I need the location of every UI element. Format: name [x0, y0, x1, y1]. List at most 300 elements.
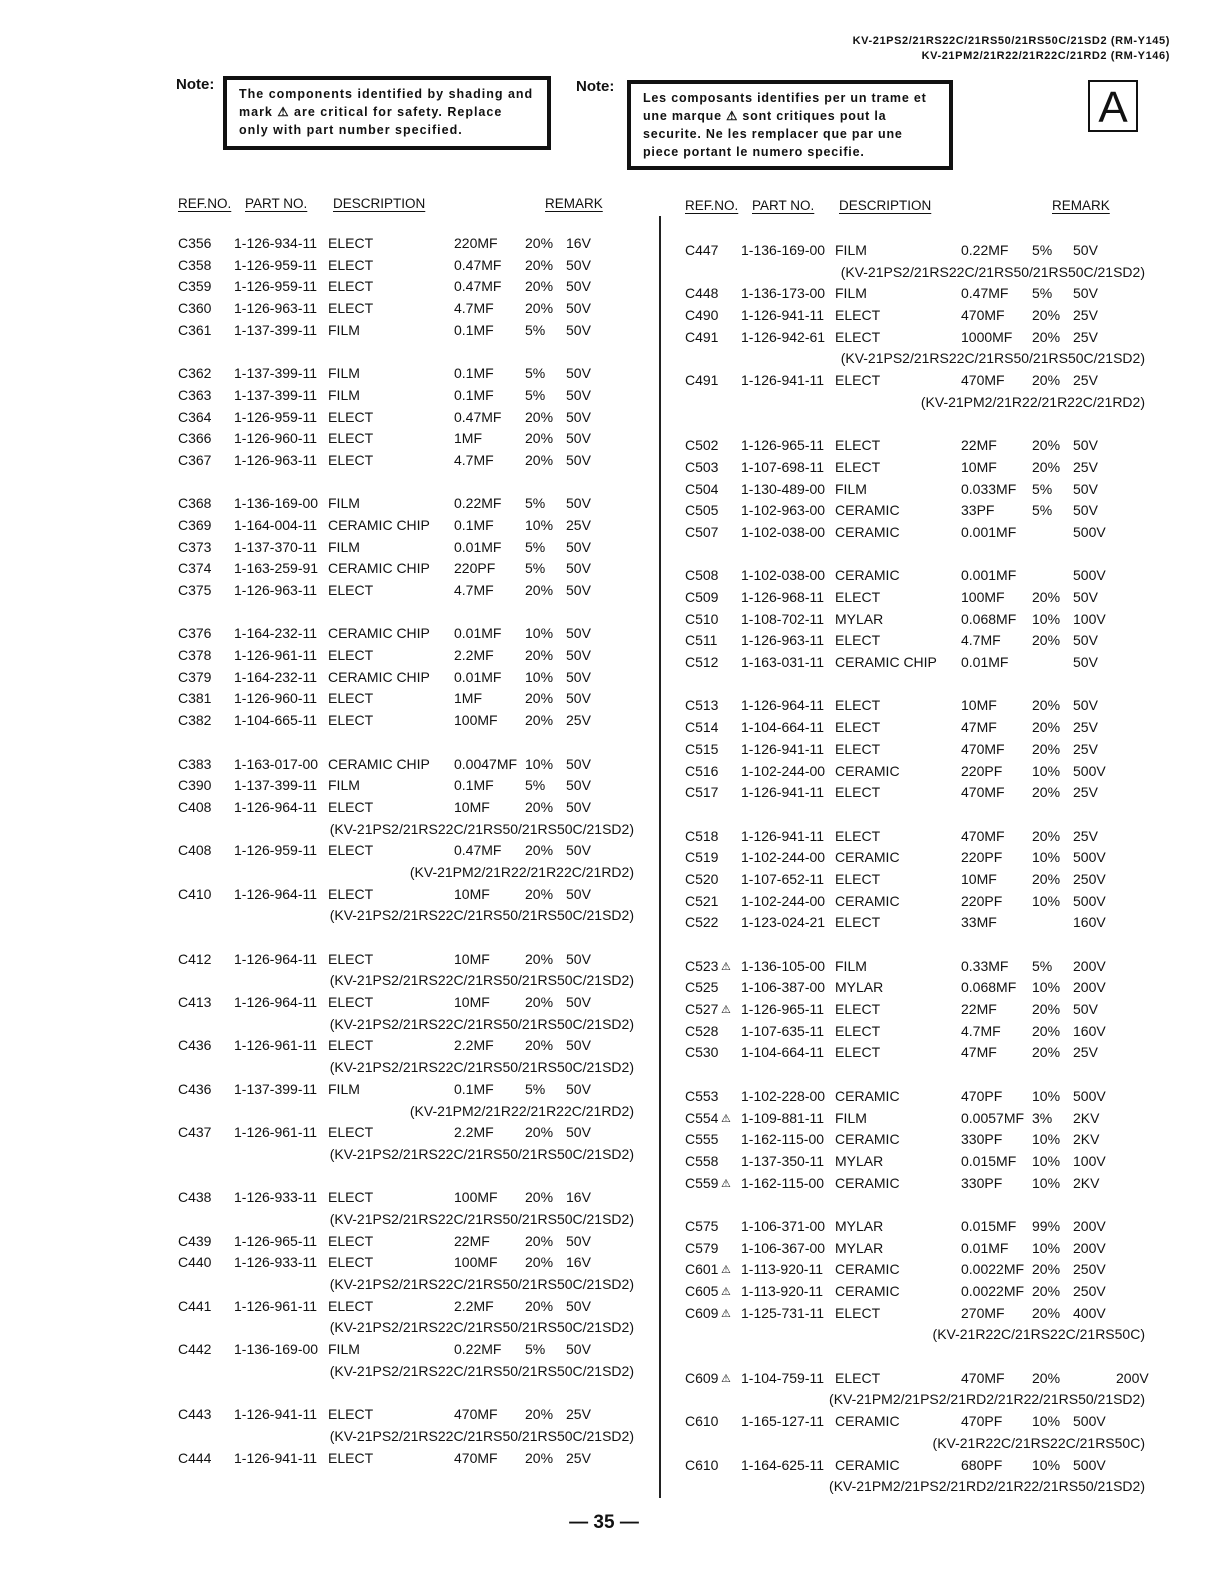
model-note-row: [178, 1103, 648, 1125]
part-row: [685, 307, 1155, 329]
model-applicability-note: (KV-21PS2/21RS22C/21RS50/21RS50C/21SD2): [329, 1427, 634, 1444]
description: ELECT: [328, 994, 374, 1011]
description: ELECT: [328, 235, 374, 251]
part-row: [685, 1218, 1155, 1240]
part-no: 1-104-665-11: [234, 712, 318, 729]
part-no: 1-126-941-11: [741, 740, 825, 757]
row-spacer: [178, 929, 648, 951]
part-row: [178, 539, 648, 561]
safety-critical-icon: ⚠: [721, 1112, 731, 1125]
value: 10MF: [454, 798, 490, 815]
model-header: [853, 34, 1170, 64]
part-no: 1-126-941-11: [741, 827, 825, 844]
model-note-row: [178, 1059, 648, 1081]
ref-no: C448: [685, 285, 719, 302]
ref-no: C439: [178, 1232, 212, 1249]
col-ref-header: REF.NO.: [178, 196, 232, 211]
voltage: 25V: [566, 712, 591, 729]
part-no: 1-164-004-11: [234, 516, 318, 533]
description: ELECT: [835, 1304, 881, 1321]
ref-no: C438: [178, 1189, 212, 1206]
description: CERAMIC: [835, 523, 900, 540]
tolerance: 5%: [1032, 242, 1053, 258]
part-row: [685, 1023, 1155, 1045]
tolerance: 3%: [1032, 1109, 1053, 1126]
tolerance: 5%: [525, 777, 546, 794]
part-no: 1-102-963-00: [741, 502, 826, 519]
part-row: [685, 502, 1155, 524]
ref-no: C369: [178, 516, 212, 533]
row-spacer: [178, 474, 648, 496]
part-row: [685, 979, 1155, 1001]
part-no: 1-126-964-11: [234, 885, 318, 902]
model-applicability-note: (KV-21PS2/21RS22C/21RS50/21RS50C/21SD2): [329, 1210, 634, 1227]
description: ELECT: [835, 307, 881, 324]
value: 0.068MF: [961, 610, 1017, 627]
voltage: 2KV: [1073, 1109, 1100, 1126]
tolerance: 5%: [525, 321, 546, 338]
voltage: 50V: [1073, 437, 1098, 454]
part-row: [178, 647, 648, 669]
part-no: 1-107-652-11: [741, 870, 825, 887]
model-applicability-note: (KV-21PS2/21RS22C/21RS50/21RS50C/21SD2): [840, 350, 1145, 367]
voltage: 160V: [1073, 1022, 1106, 1039]
section-badge: A: [1088, 80, 1138, 132]
description: FILM: [835, 957, 867, 974]
part-row: [685, 1110, 1155, 1132]
voltage: 50V: [566, 1297, 591, 1314]
ref-no: C512: [685, 654, 719, 671]
voltage: 50V: [566, 538, 591, 555]
description: ELECT: [328, 430, 374, 447]
tolerance: 10%: [525, 625, 554, 642]
tolerance: 20%: [525, 1037, 554, 1054]
value: 0.01MF: [454, 625, 502, 642]
tolerance: 20%: [1032, 632, 1061, 649]
model-applicability-note: (KV-21PS2/21RS22C/21RS50/21RS50C/21SD2): [329, 1362, 634, 1379]
description: FILM: [328, 777, 360, 794]
ref-no: C528: [685, 1022, 719, 1039]
ref-no: C502: [685, 437, 719, 454]
value: 220PF: [961, 762, 1003, 779]
description: CERAMIC CHIP: [328, 516, 430, 533]
value: 0.22MF: [454, 1341, 502, 1358]
tolerance: 20%: [1032, 1001, 1061, 1018]
ref-no: C408: [178, 798, 212, 815]
part-row: [685, 242, 1155, 264]
part-no: 1-113-920-11: [741, 1283, 823, 1299]
safety-critical-icon: ⚠: [721, 1004, 731, 1017]
part-row: [178, 1254, 648, 1276]
description: ELECT: [835, 827, 881, 844]
value: 0.01MF: [961, 654, 1009, 671]
col-remark-header: REMARK: [1052, 198, 1110, 213]
model-applicability-note: (KV-21R22C/21RS22C/21RS50C): [932, 1434, 1145, 1451]
ref-no: C381: [178, 690, 212, 707]
tolerance: 20%: [525, 1449, 554, 1466]
voltage: 50V: [566, 885, 591, 902]
ref-no: C408: [178, 842, 212, 859]
value: 1MF: [454, 430, 482, 447]
ref-no: C510: [685, 610, 719, 627]
model-applicability-note: (KV-21PS2/21RS22C/21RS50/21RS50C/21SD2): [329, 820, 634, 837]
ref-no: C383: [178, 755, 212, 772]
voltage: 160V: [1073, 914, 1106, 931]
part-no: 1-164-625-11: [741, 1456, 825, 1473]
description: FILM: [328, 365, 360, 382]
value: 100MF: [454, 1189, 498, 1206]
part-row: [685, 524, 1155, 546]
voltage: 50V: [1073, 480, 1098, 497]
value: 470MF: [961, 1369, 1005, 1386]
description: MYLAR: [835, 979, 884, 996]
ref-no: C504: [685, 480, 719, 497]
value: 470MF: [454, 1406, 498, 1423]
part-no: 1-102-038-00: [741, 523, 826, 540]
part-no: 1-126-961-11: [234, 1037, 318, 1054]
voltage: 100V: [1073, 610, 1106, 627]
tolerance: 5%: [525, 495, 546, 512]
voltage: 50V: [566, 842, 591, 859]
tolerance: 5%: [525, 365, 546, 382]
part-row: [685, 741, 1155, 763]
value: 2.2MF: [454, 1124, 494, 1141]
row-spacer: [178, 343, 648, 365]
voltage: 200V: [1116, 1369, 1149, 1386]
safety-critical-icon: ⚠: [721, 960, 731, 973]
part-no: 1-137-370-11: [234, 538, 318, 555]
tolerance: 20%: [525, 1406, 554, 1423]
voltage: 200V: [1073, 1217, 1106, 1234]
value: 220PF: [454, 560, 496, 577]
part-no: 1-106-371-00: [741, 1217, 826, 1234]
part-no: 1-108-702-11: [741, 610, 825, 627]
ref-no: C363: [178, 386, 212, 403]
value: 2.2MF: [454, 1037, 494, 1054]
tolerance: 10%: [1032, 1413, 1061, 1430]
tolerance: 10%: [1032, 849, 1061, 866]
description: CERAMIC: [835, 1131, 900, 1148]
value: 470MF: [454, 1449, 498, 1466]
voltage: 500V: [1073, 762, 1106, 779]
description: ELECT: [835, 1369, 881, 1386]
ref-no: C444: [178, 1449, 212, 1466]
part-row: [178, 387, 648, 409]
model-applicability-note: (KV-21PS2/21RS22C/21RS50/21RS50C/21SD2): [840, 263, 1145, 280]
part-row: [685, 958, 1155, 980]
ref-no: C554: [685, 1109, 719, 1126]
description: ELECT: [328, 1406, 374, 1423]
description: ELECT: [835, 697, 881, 714]
part-no: 1-126-960-11: [234, 690, 318, 707]
model-note-row: [178, 1428, 648, 1450]
tolerance: 20%: [525, 842, 554, 859]
part-no: 1-126-963-11: [234, 582, 318, 598]
tolerance: 20%: [525, 256, 554, 273]
voltage: 500V: [1073, 892, 1106, 909]
part-row: [685, 1001, 1155, 1023]
ref-no: C361: [178, 321, 212, 338]
value: 22MF: [961, 437, 997, 454]
model-applicability-note: (KV-21PS2/21RS22C/21RS50/21RS50C/21SD2): [329, 1145, 634, 1162]
value: 680PF: [961, 1456, 1003, 1473]
voltage: 50V: [566, 278, 591, 295]
ref-no: C575: [685, 1217, 719, 1234]
tolerance: 5%: [1032, 285, 1053, 302]
part-no: 1-126-961-11: [234, 1124, 318, 1141]
col-part-header: PART NO.: [245, 196, 308, 211]
part-row: [685, 1240, 1155, 1262]
tolerance: 10%: [1032, 979, 1061, 996]
ref-no: C609: [685, 1304, 719, 1321]
voltage: 50V: [566, 408, 591, 425]
model-note-row: [178, 1016, 648, 1038]
voltage: 2KV: [1073, 1174, 1100, 1191]
tolerance: 20%: [1032, 719, 1061, 736]
part-row: [178, 951, 648, 973]
ref-no: C505: [685, 502, 719, 519]
model-note-row: [178, 821, 648, 843]
part-no: 1-126-960-11: [234, 430, 318, 447]
value: 100MF: [961, 589, 1005, 605]
tolerance: 20%: [1032, 1304, 1061, 1321]
part-no: 1-126-963-11: [234, 300, 318, 317]
value: 0.0022MF: [961, 1261, 1025, 1278]
description: MYLAR: [835, 1217, 884, 1234]
part-row: [178, 257, 648, 279]
voltage: 250V: [1073, 870, 1106, 887]
row-spacer: [685, 936, 1155, 958]
model-applicability-note: (KV-21PS2/21RS22C/21RS50/21RS50C/21SD2): [329, 907, 634, 924]
voltage: 500V: [1073, 1456, 1106, 1473]
voltage: 200V: [1073, 1239, 1106, 1256]
part-no: 1-126-959-11: [234, 408, 318, 425]
part-no: 1-165-127-11: [741, 1413, 825, 1430]
voltage: 250V: [1073, 1283, 1106, 1299]
ref-no: C374: [178, 560, 212, 577]
tolerance: 20%: [525, 235, 554, 251]
ref-no: C610: [685, 1413, 719, 1430]
tolerance: 5%: [1032, 502, 1053, 519]
ref-no: C447: [685, 242, 719, 258]
description: ELECT: [328, 885, 374, 902]
voltage: 16V: [566, 1254, 591, 1271]
part-row: [685, 1370, 1155, 1392]
ref-no: C601: [685, 1261, 719, 1278]
part-no: 1-106-387-00: [741, 979, 826, 996]
tolerance: 10%: [1032, 610, 1061, 627]
ref-no: C437: [178, 1124, 212, 1141]
tolerance: 10%: [1032, 1152, 1061, 1169]
part-row: [685, 1283, 1155, 1305]
safety-critical-icon: ⚠: [721, 1372, 731, 1385]
part-row: [178, 365, 648, 387]
value: 0.033MF: [961, 480, 1017, 497]
part-row: [178, 1189, 648, 1211]
part-row: [685, 1131, 1155, 1153]
part-no: 1-123-024-21: [741, 914, 826, 931]
model-note-row: [685, 1391, 1155, 1413]
value: 1MF: [454, 690, 482, 707]
description: ELECT: [835, 740, 881, 757]
ref-no: C521: [685, 892, 719, 909]
part-row: [178, 430, 648, 452]
part-row: [685, 1305, 1155, 1327]
voltage: 50V: [566, 582, 591, 598]
value: 33PF: [961, 502, 995, 519]
description: ELECT: [328, 1297, 374, 1314]
part-row: [178, 1450, 648, 1472]
voltage: 25V: [1073, 784, 1098, 801]
part-no: 1-126-934-11: [234, 235, 318, 251]
description: ELECT: [328, 798, 374, 815]
model-applicability-note: (KV-21R22C/21RS22C/21RS50C): [932, 1326, 1145, 1343]
description: ELECT: [328, 950, 374, 967]
ref-no: C530: [685, 1044, 719, 1061]
description: CERAMIC: [835, 1087, 900, 1104]
row-spacer: [685, 1348, 1155, 1370]
part-no: 1-126-961-11: [234, 647, 318, 664]
tolerance: 20%: [525, 300, 554, 317]
description: FILM: [328, 1341, 360, 1358]
voltage: 50V: [566, 321, 591, 338]
safety-critical-icon: ⚠: [721, 1307, 731, 1320]
part-row: [178, 1298, 648, 1320]
voltage: 50V: [566, 994, 591, 1011]
part-row: [685, 697, 1155, 719]
tolerance: 20%: [1032, 827, 1061, 844]
value: 100MF: [454, 712, 498, 729]
model-applicability-note: (KV-21PM2/21R22/21R22C/21RD2): [409, 1102, 634, 1119]
tolerance: 10%: [1032, 892, 1061, 909]
part-no: 1-126-968-11: [741, 589, 825, 605]
value: 47MF: [961, 1044, 997, 1061]
description: CERAMIC: [835, 892, 900, 909]
value: 0.001MF: [961, 523, 1017, 540]
part-no: 1-136-173-00: [741, 285, 826, 302]
tolerance: 5%: [525, 538, 546, 555]
value: 0.1MF: [454, 777, 494, 794]
row-spacer: [685, 806, 1155, 828]
voltage: 50V: [566, 1341, 591, 1358]
model-note-row: [178, 1319, 648, 1341]
description: MYLAR: [835, 1239, 884, 1256]
tolerance: 20%: [525, 798, 554, 815]
value: 22MF: [454, 1232, 490, 1249]
ref-no: C555: [685, 1131, 719, 1148]
description: CERAMIC: [835, 1283, 900, 1299]
voltage: 400V: [1073, 1304, 1106, 1321]
ref-no: C412: [178, 950, 212, 967]
part-no: 1-126-964-11: [234, 994, 318, 1011]
part-no: 1-126-941-11: [234, 1406, 318, 1423]
description: ELECT: [328, 1254, 374, 1271]
description: ELECT: [835, 1044, 881, 1061]
description: FILM: [328, 495, 360, 512]
value: 100MF: [454, 1254, 498, 1271]
voltage: 2KV: [1073, 1131, 1100, 1148]
voltage: 50V: [1073, 589, 1098, 605]
col-part-header: PART NO.: [752, 198, 815, 213]
part-row: [685, 481, 1155, 503]
tolerance: 5%: [525, 386, 546, 403]
part-row: [178, 235, 648, 257]
ref-no: C360: [178, 300, 212, 317]
page-number: — 35 —: [569, 1512, 639, 1533]
voltage: 500V: [1073, 567, 1106, 584]
model-note-row: [178, 1276, 648, 1298]
ref-no: C410: [178, 885, 212, 902]
voltage: 50V: [1073, 697, 1098, 714]
model-note-row: [178, 972, 648, 994]
part-no: 1-162-115-00: [741, 1174, 825, 1191]
part-no: 1-126-965-11: [234, 1232, 318, 1249]
part-no: 1-137-399-11: [234, 1080, 318, 1097]
voltage: 50V: [1073, 502, 1098, 519]
ref-no: C553: [685, 1087, 719, 1104]
description: FILM: [835, 285, 867, 302]
part-row: [178, 452, 648, 474]
ref-no: C503: [685, 458, 719, 475]
part-row: [685, 1153, 1155, 1175]
voltage: 25V: [1073, 372, 1098, 389]
tolerance: 10%: [525, 668, 554, 685]
tolerance: 20%: [1032, 740, 1061, 757]
ref-no: C441: [178, 1297, 212, 1314]
part-row: [685, 1175, 1155, 1197]
ref-no: C440: [178, 1254, 212, 1271]
tolerance: 10%: [1032, 1239, 1061, 1256]
part-row: [178, 582, 648, 604]
part-row: [178, 799, 648, 821]
part-no: 1-126-941-11: [741, 784, 825, 801]
part-row: [685, 763, 1155, 785]
part-no: 1-126-941-11: [234, 1449, 318, 1466]
part-row: [178, 560, 648, 582]
value: 10MF: [454, 885, 490, 902]
part-no: 1-126-964-11: [234, 798, 318, 815]
value: 0.01MF: [454, 538, 502, 555]
part-no: 1-126-961-11: [234, 1297, 318, 1314]
model-applicability-note: (KV-21PM2/21R22/21R22C/21RD2): [920, 393, 1145, 410]
description: CERAMIC CHIP: [328, 755, 430, 772]
tolerance: 20%: [1032, 870, 1061, 887]
voltage: 16V: [566, 235, 591, 251]
value: 470MF: [961, 784, 1005, 801]
description: ELECT: [835, 589, 881, 605]
part-no: 1-126-963-11: [741, 632, 825, 649]
right-parts-column: [685, 198, 1155, 1500]
ref-no: C491: [685, 372, 719, 389]
tolerance: 10%: [1032, 1456, 1061, 1473]
tolerance: 20%: [1032, 307, 1061, 324]
part-no: 1-126-941-11: [741, 372, 825, 389]
note-label-english: Note:: [176, 76, 215, 93]
description: CERAMIC CHIP: [835, 654, 937, 671]
row-spacer: [178, 734, 648, 756]
value: 0.1MF: [454, 1080, 494, 1097]
tolerance: 20%: [1032, 372, 1061, 389]
right-column-header: [685, 198, 1155, 222]
description: ELECT: [835, 870, 881, 887]
part-no: 1-106-367-00: [741, 1239, 826, 1256]
part-row: [685, 654, 1155, 676]
value: 470MF: [961, 827, 1005, 844]
description: CERAMIC: [835, 762, 900, 779]
tolerance: 5%: [525, 560, 546, 577]
description: CERAMIC CHIP: [328, 560, 430, 577]
value: 0.01MF: [961, 1239, 1009, 1256]
